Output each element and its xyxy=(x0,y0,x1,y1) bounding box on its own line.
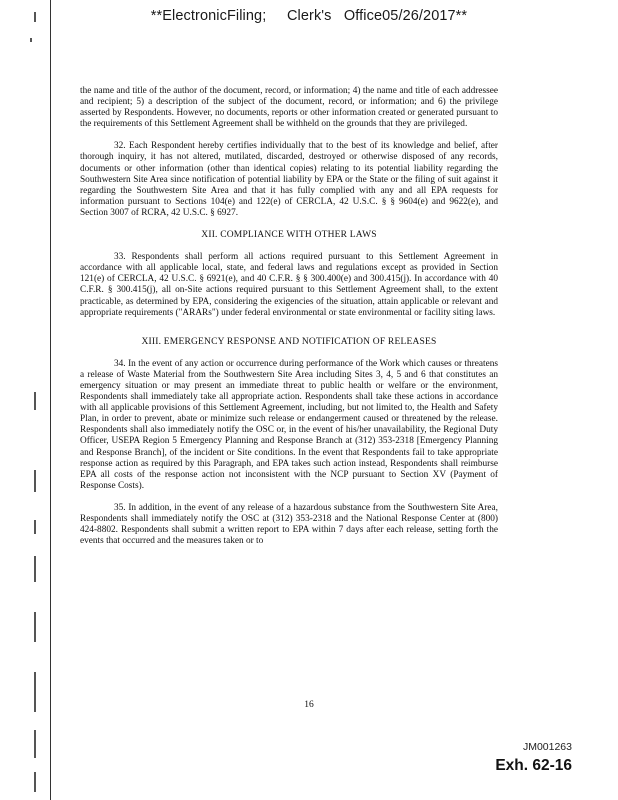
paragraph-34: 34. In the event of any action or occurrence during performance of the Work which causes or threatens a release of Waste Material from the Southwestern Site Area including Sites 3, 4, 5 and 6 that constitutes an emergency situation or may present an immediate threat to public health or welfare or the environment, Respondents shall immediately take all appropriate action. Respondents shall take these actions in accordance with all applicable provisions of this Settlement Agreement, including, but not limited to, the Health and Safety Plan, in order to prevent, abate or minimize such release or endangerment caused or threatened by the release. Respondents shall also immediately notify the OSC or, in the event of his/her unavailability, the Regional Duty Officer, USEPA Region 5 Emergency Planning and Response Branch at (312) 353-2318 [Emergency Planning and Response Branch], of the incident or Site conditions. In the event that Respondents fail to take appropriate response action as required by this Paragraph, and EPA takes such action instead, Respondents shall reimburse EPA all costs of the response action not inconsistent with the NCP pursuant to Section XV (Payment of Response Costs). xyxy=(80,358,498,491)
page-number: 16 xyxy=(304,700,314,710)
scan-edge-marks xyxy=(28,0,44,800)
paragraph-31-continued: the name and title of the author of the document, record, or information; 4) the name and title of each addressee and recipient; 5) a description of the subject of the document, record, or information; and 6) the privilege asserted by Respondents. However, no documents, reports or other information created or generated pursuant to the requirements of this Settlement Agreement shall be withheld on the grounds that they are privileged. xyxy=(80,86,498,130)
section-heading-xiii: XIII. EMERGENCY RESPONSE AND NOTIFICATION OF RELEASES xyxy=(141,336,437,347)
bates-number: JM001263 xyxy=(522,741,572,753)
electronic-filing-stamp: **ElectronicFiling; Clerk's Office05/26/2017** xyxy=(150,8,468,24)
section-heading-xii: XII. COMPLIANCE WITH OTHER LAWS xyxy=(201,230,377,241)
left-margin-line xyxy=(50,0,51,800)
paragraph-35: 35. In addition, in the event of any release of a hazardous substance from the Southwestern Site Area, Respondents shall immediately notify the OSC at (312) 353-2318 and the National Response Center at (800) 424-8802. Respondents shall submit a written report to EPA within 7 days after each release, setting forth the events that occurred and the measures taken or to xyxy=(80,502,498,547)
paragraph-33: 33. Respondents shall perform all actions required pursuant to this Settlement Agreement in accordance with all applicable local, state, and federal laws and regulations except as provided in Section 121(e) of CERCLA, 42 U.S.C. § 6921(e), and 40 C.F.R. § § 300.400(e) and 300.415(j). In accordance with 40 C.F.R. § 300.415(j), all on-Site actions required pursuant to this Settlement Agreement shall, to the extent practicable, as determined by EPA, considering the exigencies of the situation, attain applicable or relevant and appropriate requirements ("ARARs") under federal environmental or state environmental or facility siting laws. xyxy=(80,252,498,318)
exhibit-label: Exh. 62-16 xyxy=(495,757,572,774)
paragraph-32: 32. Each Respondent hereby certifies individually that to the best of its knowledge and belief, after thorough inquiry, it has not altered, mutilated, discarded, destroyed or otherwise disposed of any records, documents or other information (other than identical copies) relating to its potential liability regarding the Southwestern Site Area since notification of potential liability by EPA or the State or the filing of suit against it regarding the Southwestern Site Area and that it has fully complied with any and all EPA requests for information pursuant to Sections 104(e) and 122(e) of CERCLA, 42 U.S.C. § § 9604(e) and 9622(e), and Section 3007 of RCRA, 42 U.S.C. § 6927. xyxy=(80,141,498,218)
document-body xyxy=(80,86,498,558)
